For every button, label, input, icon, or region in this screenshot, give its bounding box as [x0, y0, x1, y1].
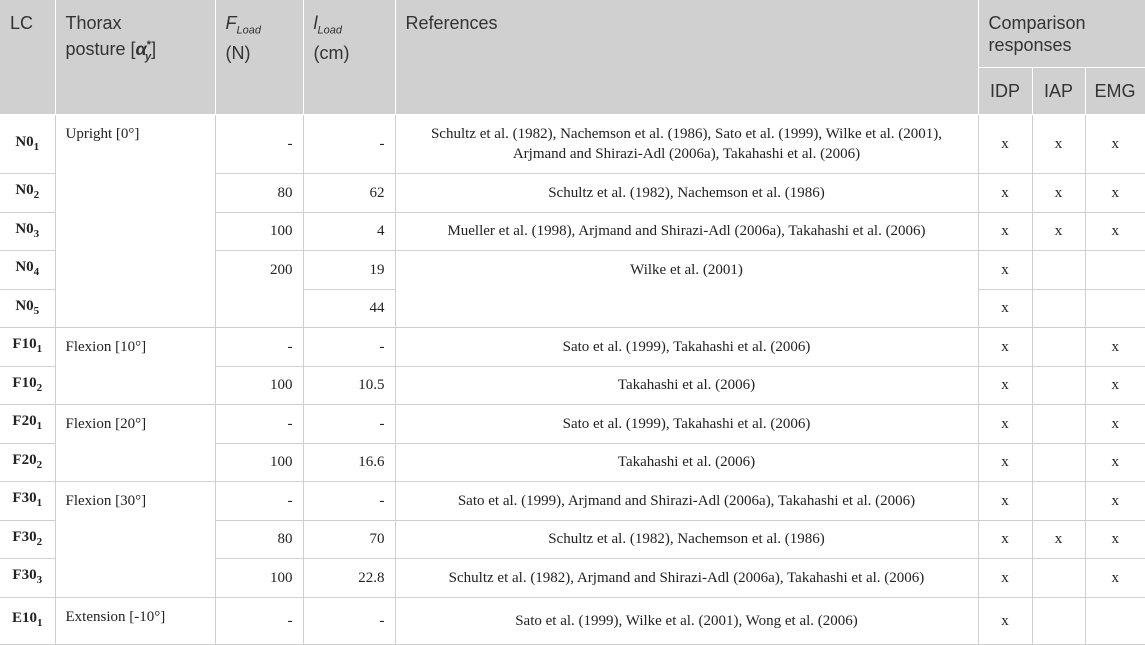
fload-value: 200 [215, 251, 303, 328]
header-iap: IAP [1032, 68, 1085, 115]
idp-mark: x [978, 174, 1032, 213]
idp-mark: x [978, 366, 1032, 405]
lload-value: - [303, 405, 395, 444]
iap-mark [1032, 251, 1085, 290]
table-row [0, 328, 1145, 367]
iap-mark: x [1032, 520, 1085, 559]
idp-mark: x [978, 597, 1032, 645]
fload-value: - [215, 328, 303, 367]
table-row [0, 597, 1145, 645]
lload-value: - [303, 482, 395, 521]
idp-mark: x [978, 405, 1032, 444]
iap-mark [1032, 559, 1085, 598]
table-row [0, 482, 1145, 521]
fload-value: - [215, 115, 303, 174]
emg-mark: x [1085, 328, 1145, 367]
header-references: References [395, 0, 978, 115]
header-emg: EMG [1085, 68, 1145, 115]
emg-mark: x [1085, 115, 1145, 174]
header-alpha-sub: y [145, 50, 152, 63]
emg-mark: x [1085, 482, 1145, 521]
lc-id: $E10_1$ [0, 597, 55, 645]
idp-mark: x [978, 443, 1032, 482]
emg-mark: x [1085, 443, 1145, 482]
idp-mark: x [978, 289, 1032, 328]
emg-mark [1085, 251, 1145, 290]
references-cell: Schultz et al. (1982), Nachemson et al. (1986) [395, 174, 978, 213]
header-row [0, 0, 1145, 68]
lload-value: 10.5 [303, 366, 395, 405]
lload-value: - [303, 597, 395, 645]
table-row [0, 405, 1145, 444]
emg-mark [1085, 597, 1145, 645]
fload-value: 80 [215, 174, 303, 213]
emg-mark: x [1085, 366, 1145, 405]
iap-mark: x [1032, 212, 1085, 251]
lc-id: $N0_4$ [0, 251, 55, 290]
header-lload [303, 0, 395, 115]
thorax-posture: Extension [-10°] [55, 597, 215, 645]
thorax-posture: Flexion [20°] [55, 405, 215, 482]
emg-mark: x [1085, 174, 1145, 213]
idp-mark: x [978, 212, 1032, 251]
iap-mark [1032, 405, 1085, 444]
references-cell: Schultz et al. (1982), Arjmand and Shirazi-Adl (2006a), Takahashi et al. (2006) [395, 559, 978, 598]
header-fload [215, 0, 303, 115]
iap-mark [1032, 289, 1085, 328]
references-cell: Wilke et al. (2001) [395, 251, 978, 328]
iap-mark [1032, 482, 1085, 521]
iap-mark: x [1032, 174, 1085, 213]
lc-id: $F30_2$ [0, 520, 55, 559]
references-cell: Sato et al. (1999), Takahashi et al. (2006) [395, 405, 978, 444]
emg-mark: x [1085, 212, 1145, 251]
header-posture-line1: Thorax [65, 13, 122, 33]
lc-id: $F10_1$ [0, 328, 55, 367]
iap-mark [1032, 443, 1085, 482]
references-cell: Schultz et al. (1982), Nachemson et al. (1986), Sato et al. (1999), Wilke et al. (2001), Arjmand and Shirazi-Adl (2006a), Takahashi et al. (2006) [395, 115, 978, 174]
header-lload-symbol: l [313, 13, 318, 33]
header-posture-line2: posture [ [65, 39, 136, 59]
header-comparison-responses: Comparison responses [978, 0, 1145, 68]
lc-id: $N0_2$ [0, 174, 55, 213]
thorax-posture: Flexion [30°] [55, 482, 215, 598]
idp-mark: x [978, 482, 1032, 521]
fload-value: 100 [215, 559, 303, 598]
header-posture-close: ] [151, 39, 157, 59]
references-cell: Takahashi et al. (2006) [395, 443, 978, 482]
header-lload-sub: Load [317, 24, 342, 37]
fload-value: - [215, 482, 303, 521]
idp-mark: x [978, 520, 1032, 559]
fload-value: 100 [215, 443, 303, 482]
references-cell: Sato et al. (1999), Arjmand and Shirazi-Adl (2006a), Takahashi et al. (2006) [395, 482, 978, 521]
lc-id: $F20_1$ [0, 405, 55, 444]
iap-mark [1032, 597, 1085, 645]
emg-mark: x [1085, 520, 1145, 559]
lload-value: 22.8 [303, 559, 395, 598]
header-lload-unit: (cm) [313, 42, 350, 63]
header-fload-sub: Load [236, 24, 261, 37]
idp-mark: x [978, 115, 1032, 174]
table-row [0, 115, 1145, 174]
references-cell: Schultz et al. (1982), Nachemson et al. (1986) [395, 520, 978, 559]
emg-mark: x [1085, 405, 1145, 444]
fload-value: - [215, 597, 303, 645]
lload-value: 70 [303, 520, 395, 559]
thorax-posture: Upright [0°] [55, 115, 215, 328]
lc-id: $N0_1$ [0, 115, 55, 174]
lc-id: $F30_1$ [0, 482, 55, 521]
header-fload-unit: (N) [225, 42, 251, 63]
idp-mark: x [978, 328, 1032, 367]
lload-value: 4 [303, 212, 395, 251]
lload-value: - [303, 328, 395, 367]
header-alpha-symbol: α [135, 39, 147, 59]
lc-id: $F10_2$ [0, 366, 55, 405]
lc-id: $F30_3$ [0, 559, 55, 598]
header-lc: LC [0, 0, 55, 115]
fload-value: 80 [215, 520, 303, 559]
emg-mark [1085, 289, 1145, 328]
thorax-posture: Flexion [10°] [55, 328, 215, 405]
references-cell: Mueller et al. (1998), Arjmand and Shirazi-Adl (2006a), Takahashi et al. (2006) [395, 212, 978, 251]
header-thorax-posture [55, 0, 215, 115]
lload-value: 16.6 [303, 443, 395, 482]
lload-value: 62 [303, 174, 395, 213]
header-alpha-sup: * [146, 39, 151, 51]
lload-value: 44 [303, 289, 395, 328]
lc-id: $F20_2$ [0, 443, 55, 482]
lc-id: $N0_5$ [0, 289, 55, 328]
fload-value: - [215, 405, 303, 444]
references-cell: Takahashi et al. (2006) [395, 366, 978, 405]
lload-value: 19 [303, 251, 395, 290]
fload-value: 100 [215, 212, 303, 251]
idp-mark: x [978, 559, 1032, 598]
header-fload-symbol: F [225, 13, 237, 33]
iap-mark [1032, 328, 1085, 367]
references-cell: Sato et al. (1999), Takahashi et al. (2006) [395, 328, 978, 367]
iap-mark [1032, 366, 1085, 405]
lc-id: $N0_3$ [0, 212, 55, 251]
references-cell: Sato et al. (1999), Wilke et al. (2001), Wong et al. (2006) [395, 597, 978, 645]
emg-mark: x [1085, 559, 1145, 598]
iap-mark: x [1032, 115, 1085, 174]
header-idp: IDP [978, 68, 1032, 115]
lload-value: - [303, 115, 395, 174]
fload-value: 100 [215, 366, 303, 405]
idp-mark: x [978, 251, 1032, 290]
